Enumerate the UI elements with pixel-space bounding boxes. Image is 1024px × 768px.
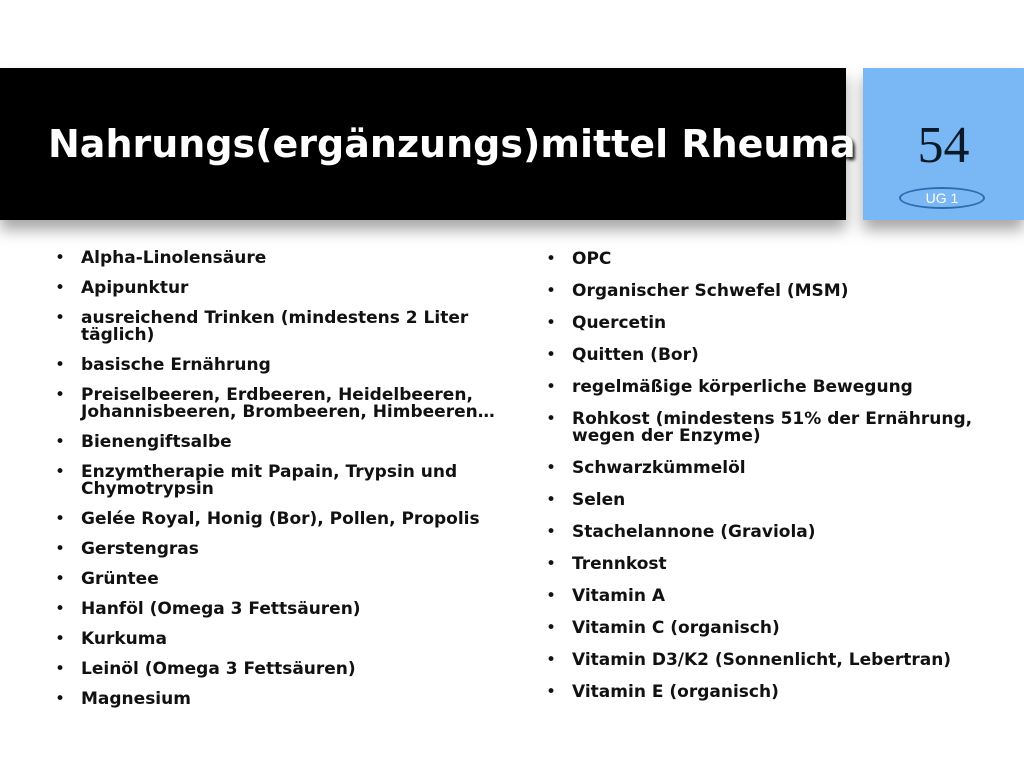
list-item: • Quercetin [546, 315, 986, 332]
page-number: 54 [917, 117, 970, 174]
list-item: • Organischer Schwefel (MSM) [546, 283, 986, 300]
list-item: • basische Ernährung [55, 357, 505, 374]
list-item: • Preiselbeeren, Erdbeeren, Heidelbeeren, Johannisbeeren, Brombeeren, Himbeeren… [55, 387, 505, 421]
list-item: • Vitamin E (organisch) [546, 684, 986, 701]
unit-badge: UG 1 [899, 187, 985, 209]
list-item: • Enzymtherapie mit Papain, Trypsin und Chymotrypsin [55, 464, 505, 498]
right-item-list [546, 251, 986, 716]
list-item: • Apipunktur [55, 280, 505, 297]
list-item: • Schwarzkümmelöl [546, 460, 986, 477]
list-item: • Trennkost [546, 556, 986, 573]
list-item: • Hanföl (Omega 3 Fettsäuren) [55, 601, 505, 618]
list-item: • ausreichend Trinken (mindestens 2 Liter täglich) [55, 310, 505, 344]
left-item-list [55, 250, 505, 721]
list-item: • Gelée Royal, Honig (Bor), Pollen, Propolis [55, 511, 505, 528]
list-item: • Magnesium [55, 691, 505, 708]
list-item: • Vitamin A [546, 588, 986, 605]
list-item: • Quitten (Bor) [546, 347, 986, 364]
slide-title: Nahrungs(ergänzungs)mittel Rheuma [48, 122, 856, 166]
list-item: • Rohkost (mindestens 51% der Ernährung, wegen der Enzyme) [546, 411, 986, 445]
list-item: • Gerstengras [55, 541, 505, 558]
list-item: • Vitamin D3/K2 (Sonnenlicht, Lebertran) [546, 652, 986, 669]
list-item: • Leinöl (Omega 3 Fettsäuren) [55, 661, 505, 678]
list-item: • Grüntee [55, 571, 505, 588]
list-item: • Selen [546, 492, 986, 509]
list-item: • Stachelannone (Graviola) [546, 524, 986, 541]
list-item: • Vitamin C (organisch) [546, 620, 986, 637]
list-item: • OPC [546, 251, 986, 268]
list-item: • regelmäßige körperliche Bewegung [546, 379, 986, 396]
list-item: • Kurkuma [55, 631, 505, 648]
list-item: • Bienengiftsalbe [55, 434, 505, 451]
list-item: • Alpha-Linolensäure [55, 250, 505, 267]
